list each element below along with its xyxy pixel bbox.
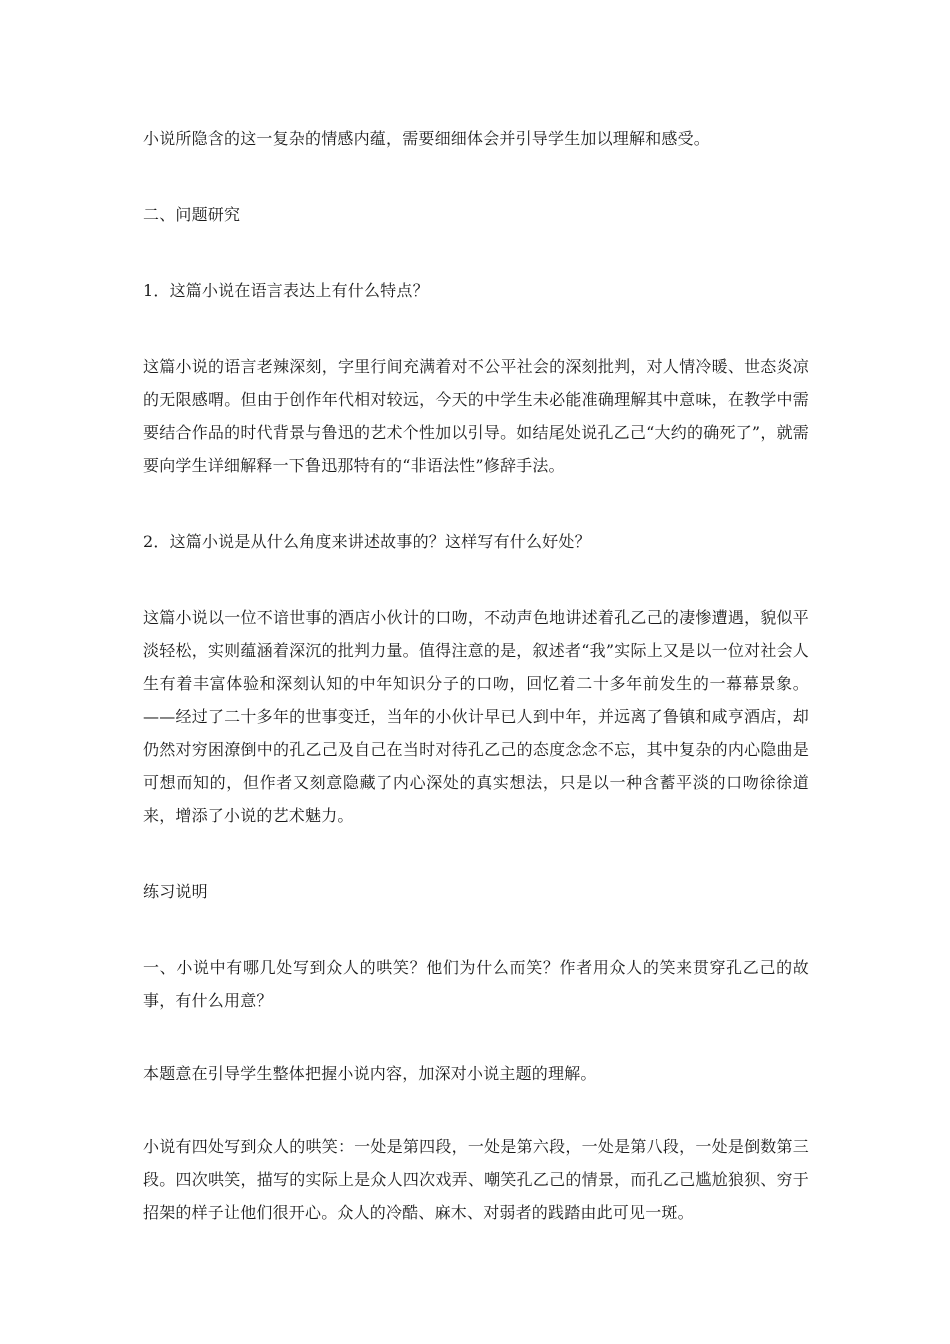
exercise-1-answer: 小说有四处写到众人的哄笑：一处是第四段，一处是第六段，一处是第八段，一处是倒数第三段。四次哄笑，描写的实际上是众人四次戏弄、嘲笑孔乙己的情景，而孔乙己尴尬狼狈、穷于招架的样子让他们很开心。众人的冷酷、麻木、对弱者的践踏由此可见一斑。: [143, 1137, 809, 1222]
exercise-1-question: 一、小说中有哪几处写到众人的哄笑？他们为什么而笑？作者用众人的笑来贯穿孔乙己的故事，有什么用意？: [143, 958, 809, 1010]
question-2-answer: 这篇小说以一位不谙世事的酒店小伙计的口吻，不动声色地讲述着孔乙己的凄惨遭遇，貌似平淡轻松，实则蕴涵着深沉的批判力量。值得注意的是，叙述者“我”实际上又是以一位对社会人生有着丰富体验和深刻认知的中年知识分子的口吻，回忆着二十多年前发生的一幕幕景象。——经过了二十多年的世事变迁，当年的小伙计早已人到中年，并远离了鲁镇和咸亨酒店，却仍然对穷困潦倒中的孔乙己及自己在当时对待孔乙己的态度念念不忘，其中复杂的内心隐曲是可想而知的，但作者又刻意隐藏了内心深处的真实想法，只是以一种含蓄平淡的口吻徐徐道来，增添了小说的艺术魅力。: [143, 608, 809, 825]
exercise-1-intent: 本题意在引导学生整体把握小说内容，加深对小说主题的理解。: [143, 1064, 597, 1083]
question-1-heading: 1．这篇小说在语言表达上有什么特点？: [143, 281, 429, 300]
question-2-heading: 2．这篇小说是从什么角度来讲述故事的？这样写有什么好处？: [143, 532, 591, 551]
document-page: [143, 122, 809, 1229]
section-heading-problem-research: 二、问题研究: [143, 205, 241, 224]
question-1-answer: 这篇小说的语言老辣深刻，字里行间充满着对不公平社会的深刻批判，对人情冷暖、世态炎凉的无限感喟。但由于创作年代相对较远，今天的中学生未必能准确理解其中意味，在教学中需要结合作品的时代背景与鲁迅的艺术个性加以引导。如结尾处说孔乙己“大约的确死了”，就需要向学生详细解释一下鲁迅那特有的“非语法性”修辞手法。: [143, 357, 809, 475]
section-heading-exercise-notes: 练习说明: [143, 882, 208, 901]
paragraph-intro-continuation: 小说所隐含的这一复杂的情感内蕴，需要细细体会并引导学生加以理解和感受。: [143, 129, 711, 148]
